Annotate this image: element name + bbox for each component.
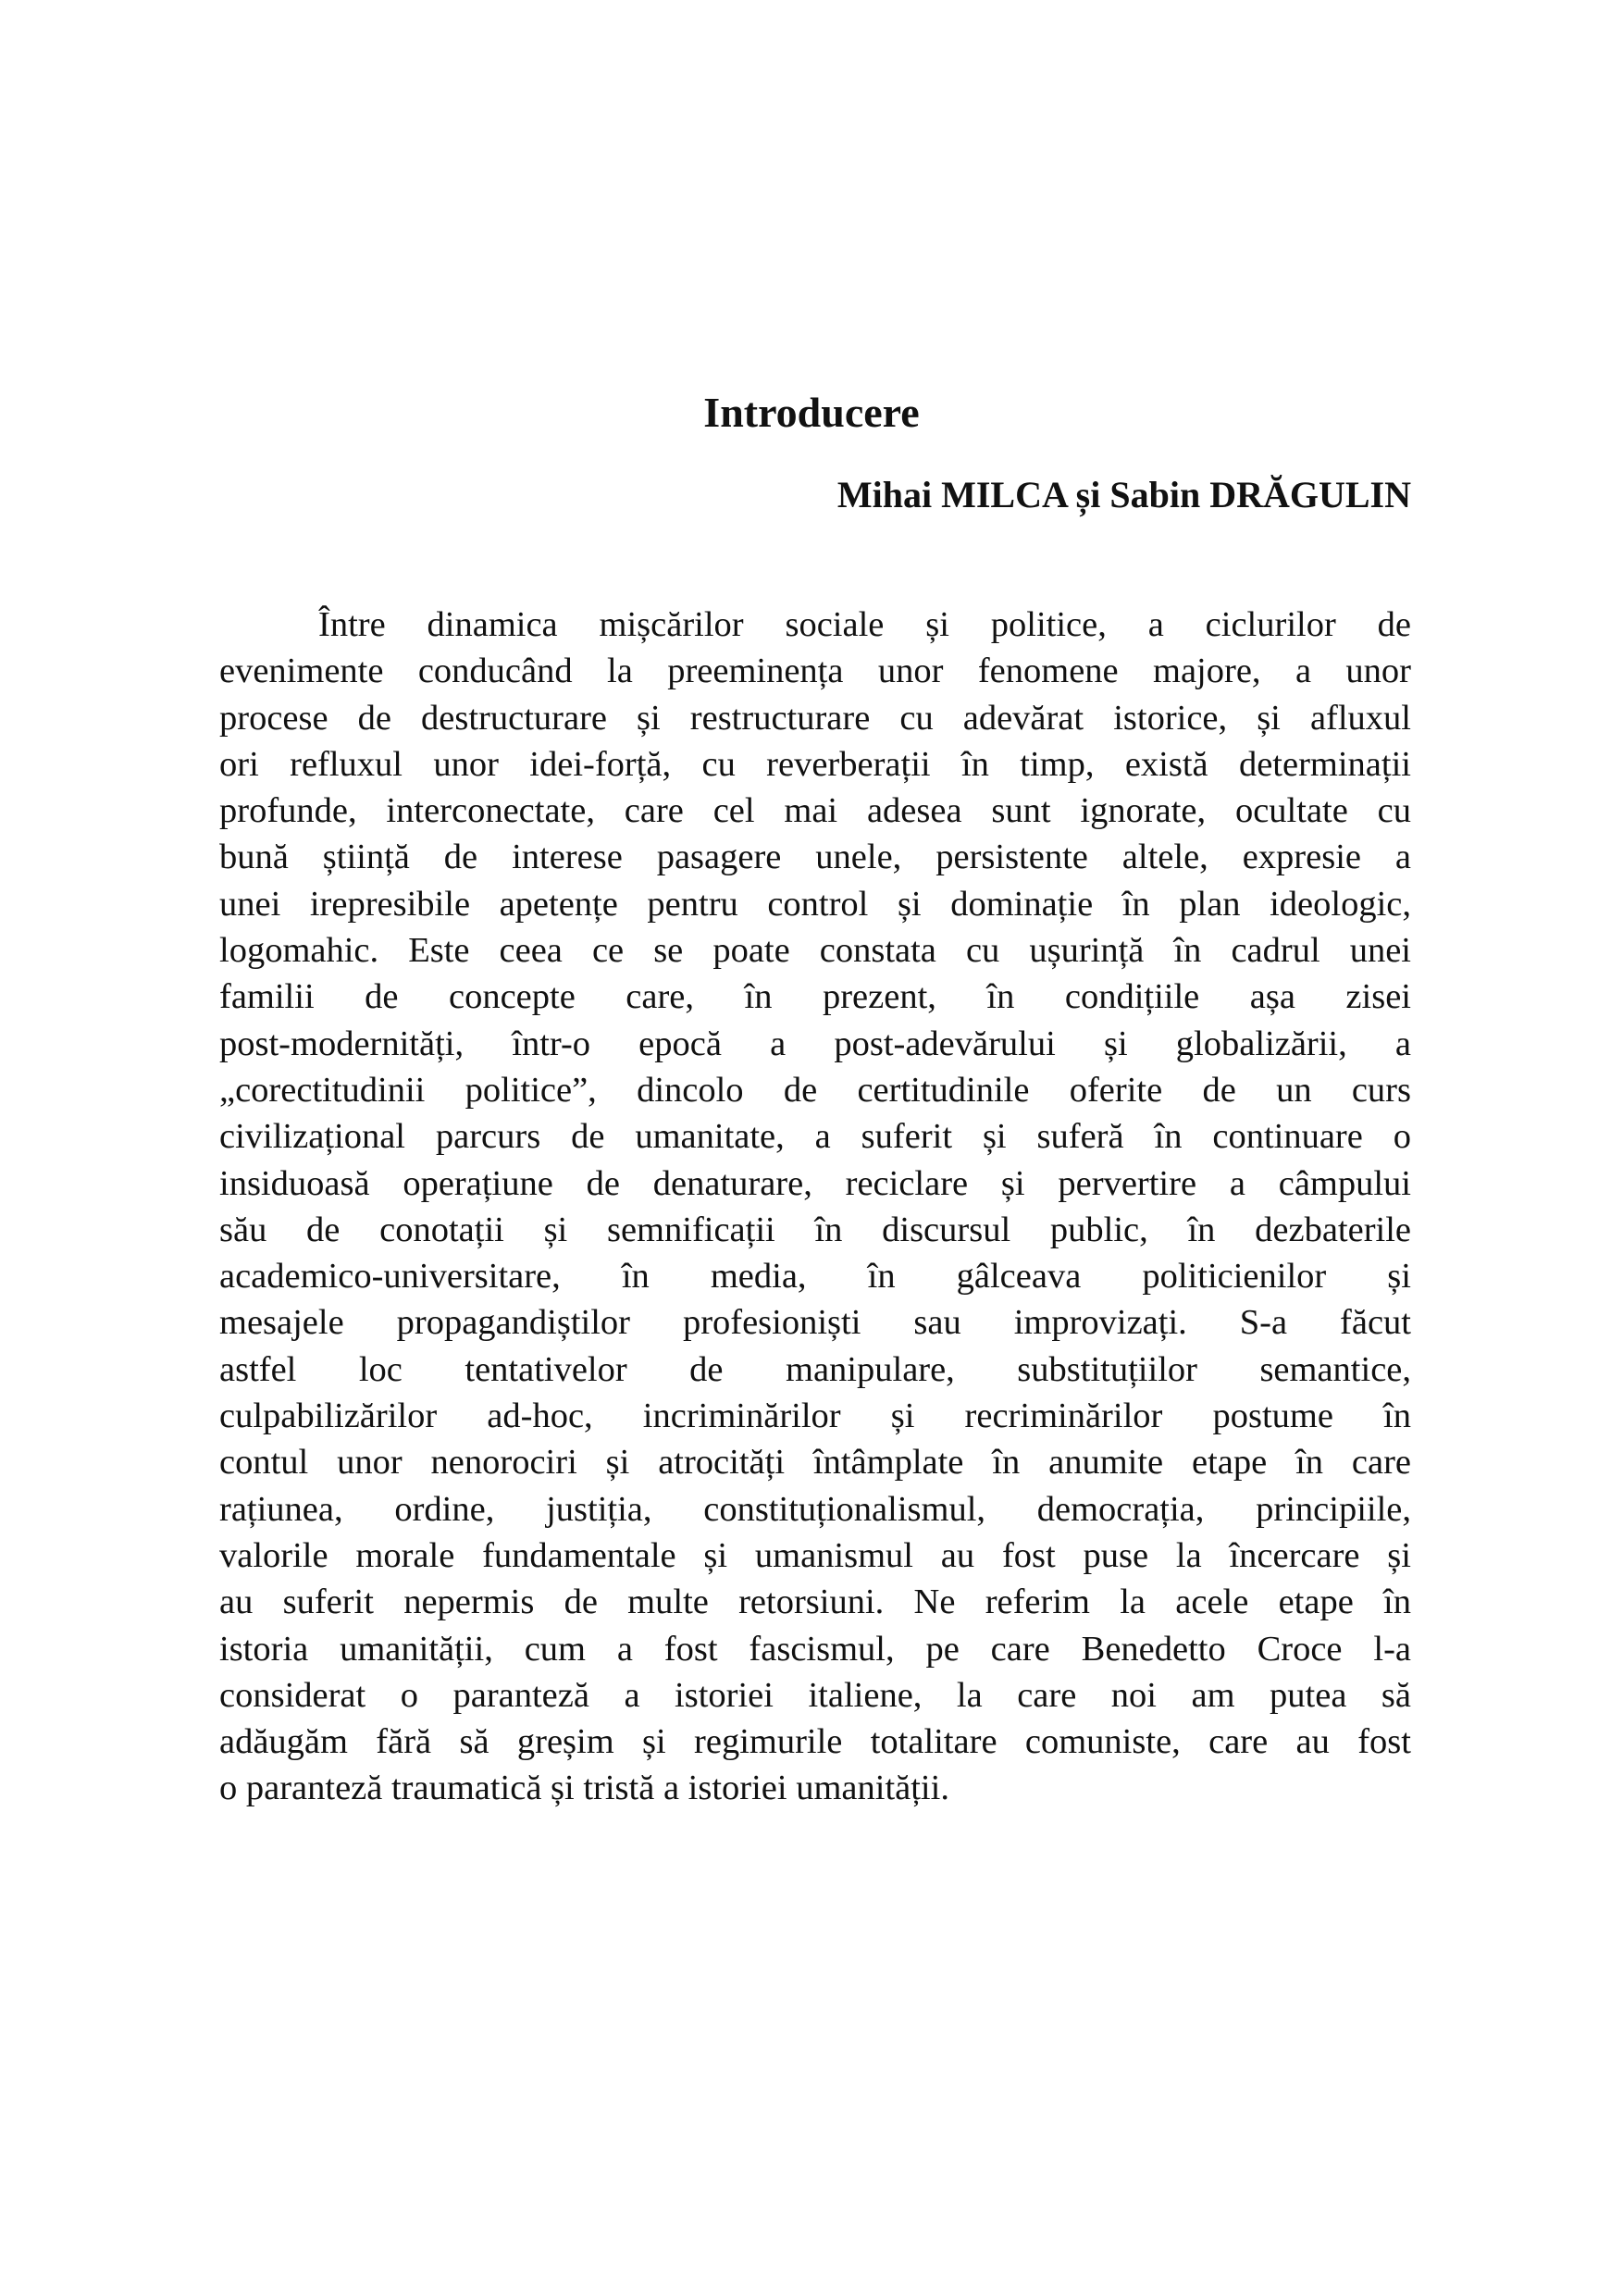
paragraph-line: culpabilizărilor ad-hoc, incriminărilor și recriminărilor postume în	[219, 1396, 1411, 1436]
paragraph-line: valorile morale fundamentale și umanismul au fost puse la încercare și	[219, 1535, 1411, 1575]
authors-byline: Mihai MILCA și Sabin DRĂGULIN	[836, 474, 1411, 515]
paragraph-line: o paranteză traumatică și tristă a istoriei umanității.	[219, 1769, 949, 1808]
paragraph-line: bună știință de interese pasagere unele, persistente altele, expresie a	[219, 838, 1411, 877]
paragraph-line: său de conotații și semnificații în discursul public, în dezbaterile	[219, 1210, 1411, 1249]
paragraph-line: familii de concepte care, în prezent, în condițiile așa zisei	[219, 977, 1411, 1017]
paragraph-line: evenimente conducând la preeminența unor fenomene majore, a unor	[219, 652, 1411, 691]
paragraph-line: mesajele propagandiștilor profesioniști sau improvizați. S-a făcut	[219, 1303, 1411, 1343]
paragraph-line: post-modernități, într-o epocă a post-adevărului și globalizării, a	[219, 1024, 1411, 1063]
page-title: Introducere	[703, 389, 920, 436]
paragraph-line: au suferit nepermis de multe retorsiuni. Ne referim la acele etape în	[219, 1582, 1411, 1622]
body-paragraph	[219, 602, 1411, 1812]
paragraph-line: considerat o paranteză a istoriei italiene, la care noi am putea să	[219, 1675, 1411, 1715]
paragraph-line: istoria umanității, cum a fost fascismul, pe care Benedetto Croce l-a	[219, 1629, 1411, 1669]
paragraph-line: logomahic. Este ceea ce se poate constata cu ușurință în cadrul unei	[219, 931, 1411, 971]
paragraph-line: profunde, interconectate, care cel mai adesea sunt ignorate, ocultate cu	[219, 791, 1411, 831]
paragraph-line: ori refluxul unor idei-forță, cu reverberații în timp, există determinații	[219, 744, 1411, 784]
paragraph-line: contul unor nenorociri și atrocități întâmplate în anumite etape în care	[219, 1443, 1411, 1483]
paragraph-line: civilizațional parcurs de umanitate, a suferit și suferă în continuare o	[219, 1117, 1411, 1157]
paragraph-line: astfel loc tentativelor de manipulare, substituțiilor semantice,	[219, 1349, 1411, 1389]
paragraph-line: adăugăm fără să greșim și regimurile totalitare comuniste, care au fost	[219, 1722, 1411, 1762]
paragraph-line: „corectitudinii politice”, dincolo de certitudinile oferite de un curs	[219, 1070, 1411, 1110]
paragraph-line: procese de destructurare și restructurare cu adevărat istorice, și afluxul	[219, 698, 1411, 738]
paragraph-line: rațiunea, ordine, justiția, constituționalismul, democrația, principiile,	[219, 1489, 1411, 1529]
paragraph-line: unei irepresibile apetențe pentru control și dominație în plan ideologic,	[219, 884, 1411, 924]
paragraph-line: insiduoasă operațiune de denaturare, reciclare și pervertire a câmpului	[219, 1163, 1411, 1203]
paragraph-line: Între dinamica mișcărilor sociale și politice, a ciclurilor de	[318, 605, 1411, 644]
paragraph-line: academico-universitare, în media, în gâlceava politicienilor și	[219, 1257, 1411, 1297]
